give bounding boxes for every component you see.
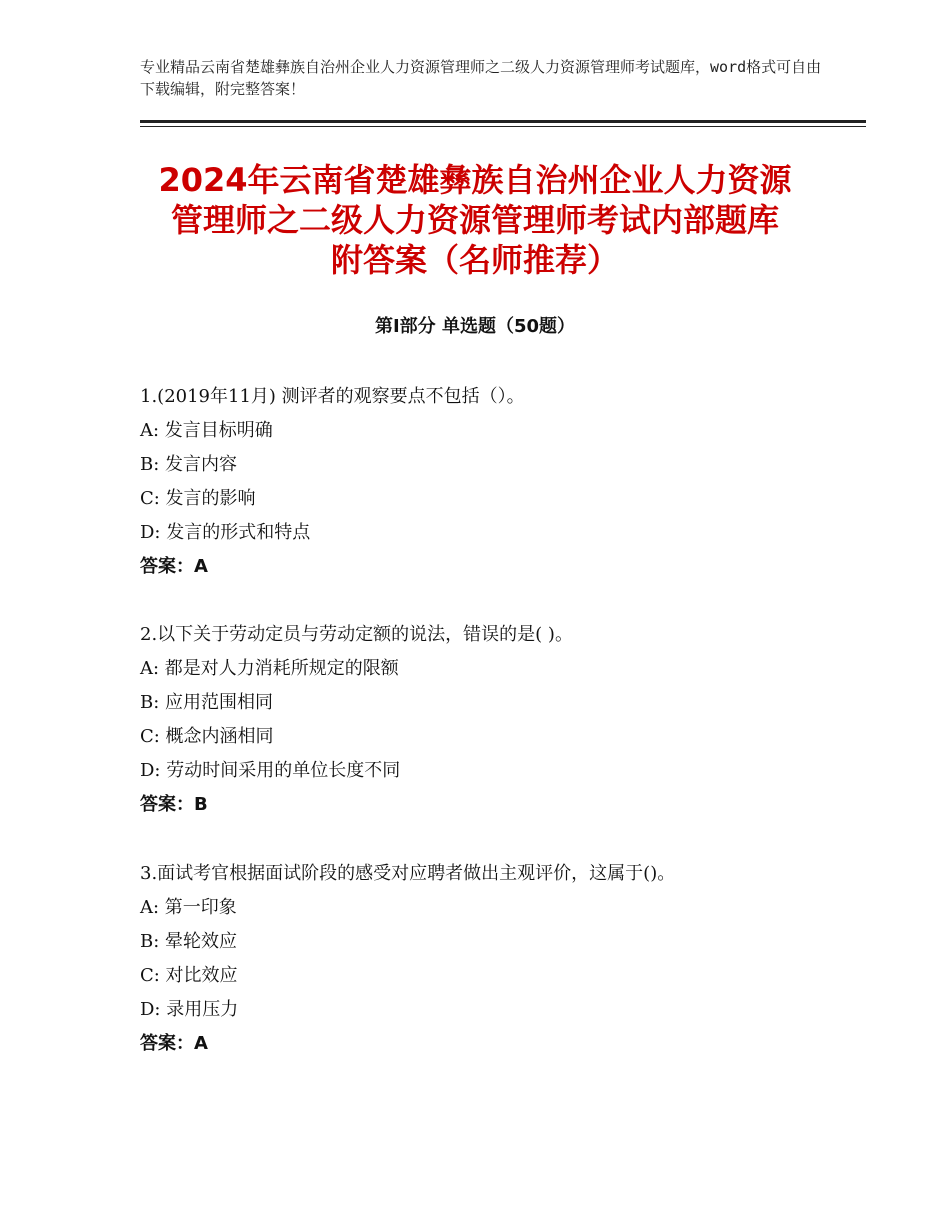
option-c: C: 发言的影响 — [140, 488, 256, 509]
answer: 答案：A — [140, 1033, 208, 1054]
header-note: 专业精品云南省楚雄彝族自治州企业人力资源管理师之二级人力资源管理师考试题库，word格式可自由下载编辑，附完整答案！ — [140, 58, 822, 98]
question-2 — [140, 618, 840, 822]
question-1 — [140, 380, 840, 584]
question-3 — [140, 857, 840, 1061]
option-a: A: 发言目标明确 — [140, 420, 273, 441]
option-d: D: 录用压力 — [140, 999, 239, 1020]
question-stem: 3.面试考官根据面试阶段的感受对应聘者做出主观评价，这属于()。 — [140, 863, 676, 884]
question-stem: 1.(2019年11月) 测评者的观察要点不包括（）。 — [140, 386, 525, 407]
option-b: B: 晕轮效应 — [140, 931, 238, 952]
option-a: A: 都是对人力消耗所规定的限额 — [140, 658, 399, 679]
option-d: D: 发言的形式和特点 — [140, 522, 311, 543]
document-title — [120, 160, 830, 280]
option-b: B: 发言内容 — [140, 454, 238, 475]
answer: 答案：B — [140, 794, 208, 815]
title-line-3: 附答案（名师推荐） — [330, 241, 619, 279]
option-a: A: 第一印象 — [140, 897, 237, 918]
option-b: B: 应用范围相同 — [140, 692, 274, 713]
question-stem: 2.以下关于劳动定员与劳动定额的说法，错误的是( )。 — [140, 624, 573, 645]
option-c: C: 概念内涵相同 — [140, 726, 274, 747]
answer: 答案：A — [140, 556, 208, 577]
header-rule-thin — [140, 126, 866, 127]
header-rule-thick — [140, 120, 866, 123]
option-c: C: 对比效应 — [140, 965, 238, 986]
section-title: 第Ⅰ部分 单选题（50题） — [374, 316, 575, 337]
title-line-1: 2024年云南省楚雄彝族自治州企业人力资源 — [158, 161, 792, 199]
title-line-2: 管理师之二级人力资源管理师考试内部题库 — [170, 201, 779, 239]
option-d: D: 劳动时间采用的单位长度不同 — [140, 760, 401, 781]
